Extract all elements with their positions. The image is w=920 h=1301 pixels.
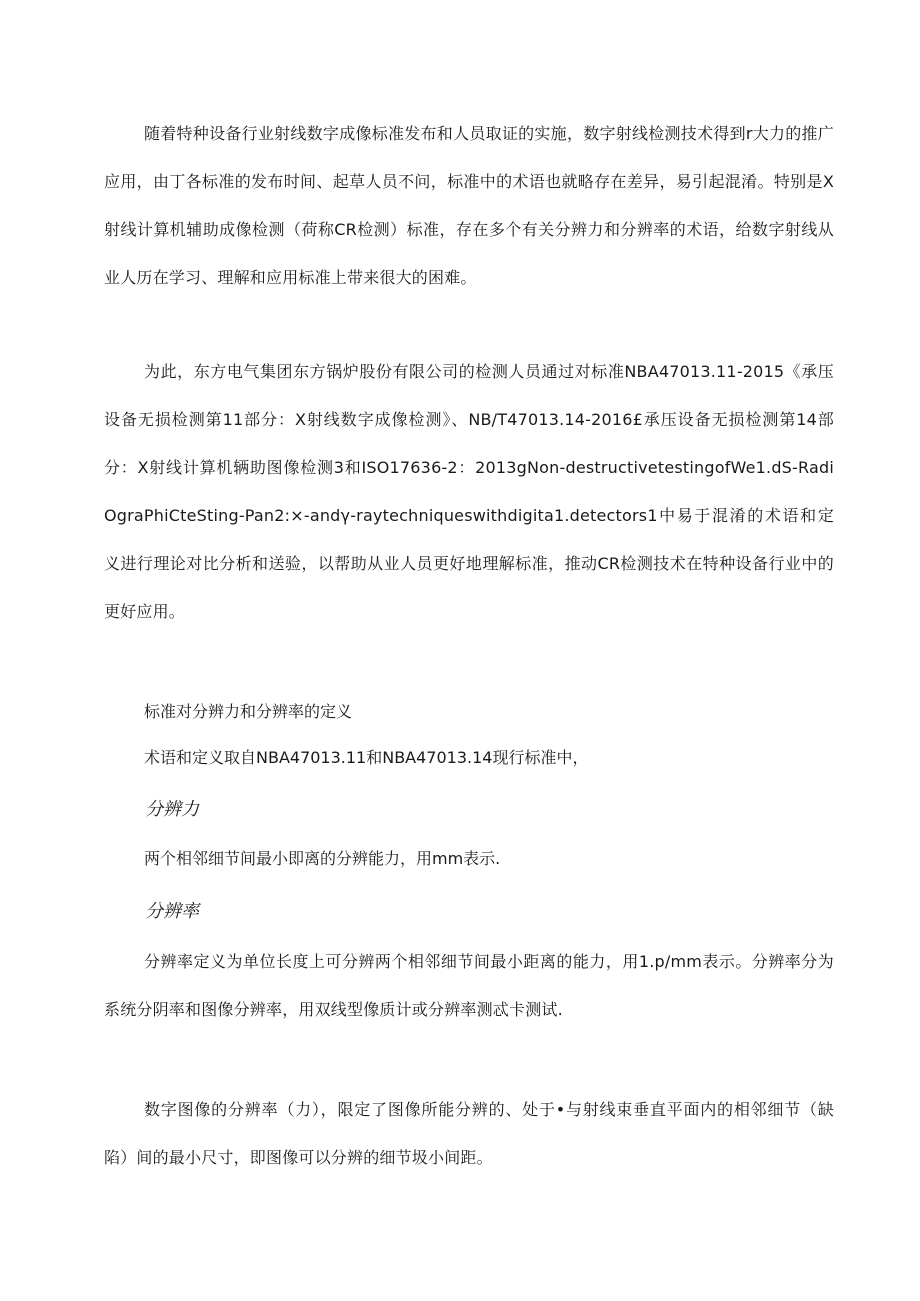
purpose-paragraph: 为此，东方电气集团东方锅炉股份有限公司的检测人员通过对标准NBA47013.11-2015《承压设备无损检测第11部分：X射线数字成像检测》、NB/T47013.14-2016£承压设备无损检测第14部分：X射线计算机辆助图像检测3和ISO17636-2：2013gNon-destructivetestingofWe1.dS-RadiOgraPhiCteSting-Pan2:×-andγ-raytechniqueswithdigita1.detectors1中易于混淆的术语和定义进行理论对比分析和送验，以帮助从业人员更好地理解标准，推动CR检测技术在特种设备行业中的更好应用。 — [104, 362, 834, 621]
section-heading: 标准对分辨力和分辨率的定义 — [144, 702, 353, 721]
definition-resolution: 分辨率定义为单位长度上可分辨两个相邻细节间最小距离的能力，用1.p∕mm表示。分辨率分为系统分阴率和图像分辨率，用双线型像质计或分辨率测忒卡测试. — [104, 952, 834, 1019]
source-line: 术语和定义取自NBA47013.11和NBA47013.14现行标准中， — [144, 748, 589, 767]
term-heading-resolution: 分辨率 — [145, 901, 199, 922]
intro-paragraph: 随着特种设备行业射线数字成像标准发布和人员取证的实施，数字射线检测技术得到r大力的推广应用，由丁各标准的发布时间、起草人员不问，标准中的术语也就略存在差异，易引起混淆。特别是X射线计算机辅助成像检测（荷称CR检测）标准，存在多个有关分辨力和分辨率的术语，给数字射线从业人历在学习、理解和应用标准上带来很大的困难。 — [104, 124, 834, 287]
definition-resolving-power: 两个相邻细节间最小即离的分辨能力，用mm表示. — [144, 849, 501, 868]
digital-image-paragraph: 数字图像的分辨率（力），限定了图像所能分辨的、处于•与射线束垂直平面内的相邻细节（缺陷）间的最小尺寸，即图像可以分辨的细节圾小间距。 — [104, 1100, 834, 1167]
term-heading-resolving-power: 分辨力 — [145, 799, 199, 820]
